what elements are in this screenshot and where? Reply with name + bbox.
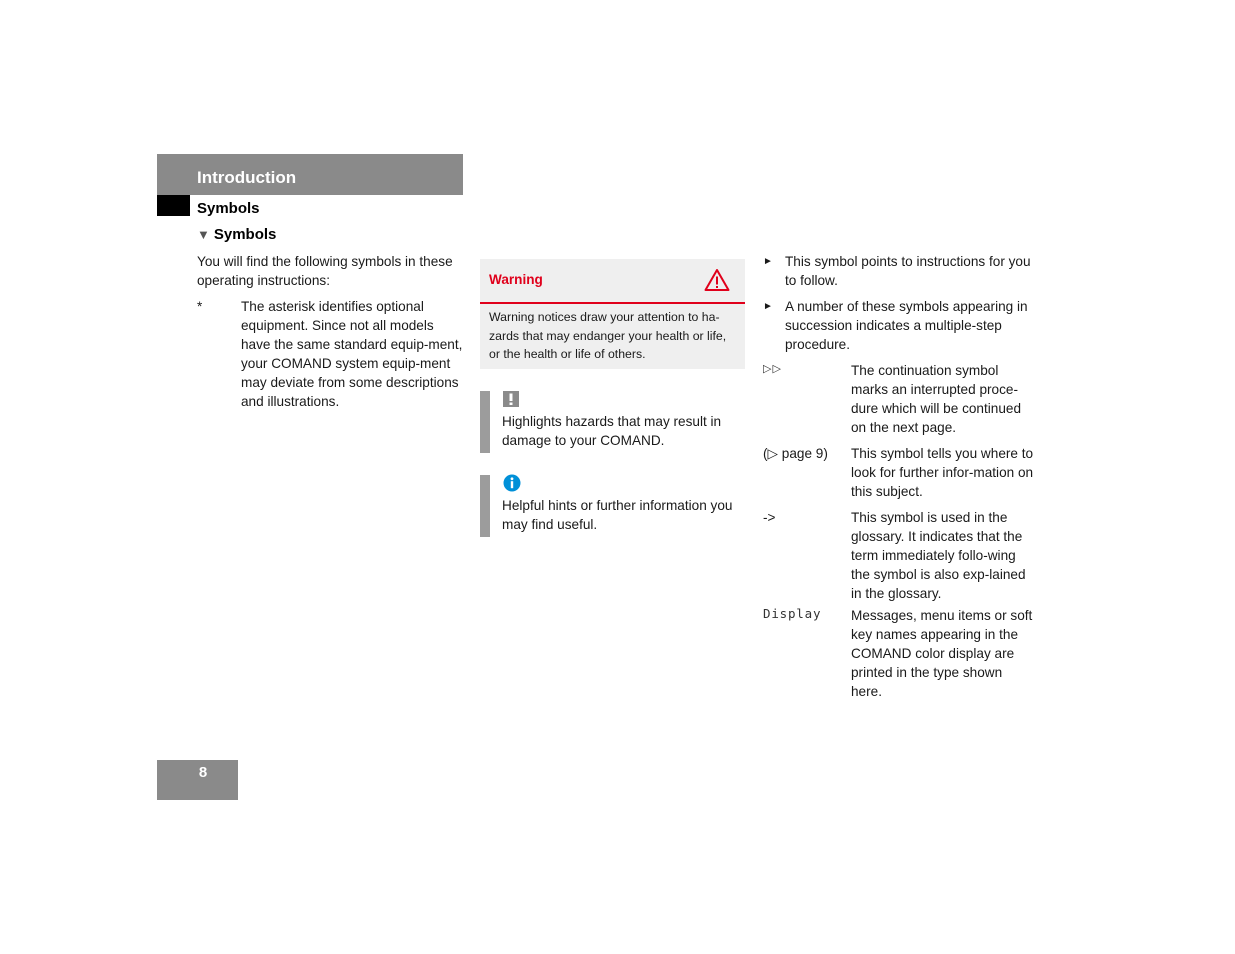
chapter-title: Introduction xyxy=(197,168,297,187)
warning-title: Warning xyxy=(489,272,543,287)
warning-divider xyxy=(480,302,745,304)
info-icon xyxy=(503,474,521,492)
bullet-arrow-icon: ► xyxy=(763,301,773,312)
bullet-arrow-icon: ► xyxy=(763,256,773,267)
section-title: Symbols xyxy=(197,200,260,217)
page-number: 8 xyxy=(198,764,208,781)
section-marker xyxy=(157,195,190,216)
page-reference-description: This symbol tells you where to look for further infor-mation on this subject. xyxy=(851,446,1034,499)
info-note-bar xyxy=(480,475,490,537)
glossary-arrow-description: This symbol is used in the glossary. It indicates that the term immediately follo-wing the symbol is also exp-lained in the glossary. xyxy=(851,510,1026,601)
warning-triangle-icon xyxy=(704,268,730,292)
asterisk-symbol: * xyxy=(197,299,203,314)
caution-note-text: Highlights hazards that may result in damage to your COMAND. xyxy=(502,414,722,448)
bullet-text: A number of these symbols appearing in succession indicates a multiple-step procedure. xyxy=(785,299,1028,352)
page-reference-symbol: (▷ page 9) xyxy=(763,446,828,461)
caution-note-bar xyxy=(480,391,490,453)
bullet-text: This symbol points to instructions for you to follow. xyxy=(785,254,1031,288)
intro-text: You will find the following symbols in these operating instructions: xyxy=(197,254,453,288)
continuation-symbol: ▷▷ xyxy=(763,363,782,375)
asterisk-description: The asterisk identifies optional equipment. Since not all models have the same standard equip-ment, your COMAND system equip-ment may deviate from some descriptions and illustrations. xyxy=(241,299,463,409)
display-type-description: Messages, menu items or soft key names appearing in the COMAND color display are printed in the type shown here. xyxy=(851,608,1033,699)
triangle-down-icon: ▼ xyxy=(197,227,210,242)
warning-text: Warning notices draw your attention to ha-zards that may endanger your health or life, or the health or life of others. xyxy=(489,310,727,361)
display-type-symbol: Display xyxy=(763,606,822,621)
info-note-text: Helpful hints or further information you may find useful. xyxy=(502,498,733,532)
exclamation-icon xyxy=(503,391,519,407)
subheading xyxy=(197,226,276,243)
continuation-description: The continuation symbol marks an interrupted proce-dure which will be continued on the next page. xyxy=(851,363,1022,435)
glossary-arrow-symbol: -> xyxy=(763,510,776,525)
subheading-title: Symbols xyxy=(213,226,277,243)
